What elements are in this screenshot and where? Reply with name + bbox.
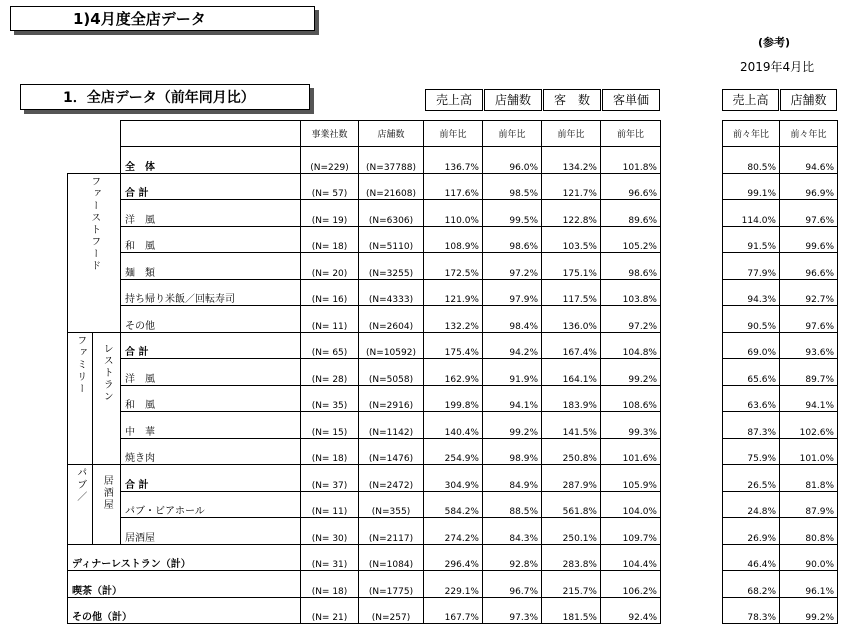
row-label: 居酒屋: [121, 518, 301, 545]
row-label: 麺 類: [121, 253, 301, 280]
header-customers: 客 数: [543, 89, 601, 111]
cell-ref-sales: 77.9%: [723, 253, 780, 280]
row-label: 合 計: [121, 173, 301, 200]
cell-companies: (N= 15): [301, 412, 359, 439]
cell-stores-yoy: 98.6%: [483, 226, 542, 253]
cell-sales-yoy: 199.8%: [424, 385, 483, 412]
table-row: [68, 385, 661, 412]
table-row: [723, 597, 838, 624]
table-row: [723, 306, 838, 333]
cell-customers-yoy: 215.7%: [542, 571, 601, 598]
cell-customers-yoy: 175.1%: [542, 253, 601, 280]
cell-companies: (N= 18): [301, 438, 359, 465]
header-unit-price: 客単価: [602, 89, 660, 111]
cell-stores-yoy: 98.4%: [483, 306, 542, 333]
cell-spend-yoy: 92.4%: [601, 597, 661, 624]
table-row: [723, 438, 838, 465]
cell-spend-yoy: 103.8%: [601, 279, 661, 306]
category-name: ファミリー: [74, 334, 86, 395]
cell-ref-stores: 94.6%: [780, 147, 838, 174]
table-row: [68, 438, 661, 465]
table-row: [68, 544, 661, 571]
cell-spend-yoy: 101.6%: [601, 438, 661, 465]
cell-stores: (N=1476): [359, 438, 424, 465]
cell-customers-yoy: 183.9%: [542, 385, 601, 412]
section-title: 1．全店データ（前年同月比）: [20, 84, 310, 110]
cell-stores: (N=1084): [359, 544, 424, 571]
cell-ref-sales: 46.4%: [723, 544, 780, 571]
cell-sales-yoy: 121.9%: [424, 279, 483, 306]
cell-stores-yoy: 96.7%: [483, 571, 542, 598]
category-name: パブ／: [74, 467, 86, 503]
cell-ref-stores: 97.6%: [780, 200, 838, 227]
col-header-stores: 店舗数: [359, 121, 424, 147]
cell-stores-yoy: 96.0%: [483, 147, 542, 174]
cell-customers-yoy: 164.1%: [542, 359, 601, 386]
category-label: [68, 332, 93, 465]
cell-companies: (N= 57): [301, 173, 359, 200]
cell-stores: (N=4333): [359, 279, 424, 306]
cell-stores-yoy: 84.3%: [483, 518, 542, 545]
table-row: [68, 465, 661, 492]
cell-ref-stores: 96.6%: [780, 253, 838, 280]
cell-stores: (N=2916): [359, 385, 424, 412]
cell-companies: (N= 37): [301, 465, 359, 492]
cell-stores: (N=21608): [359, 173, 424, 200]
row-label: 洋 風: [121, 200, 301, 227]
row-spacer: [68, 147, 121, 174]
table-row: [68, 279, 661, 306]
cell-sales-yoy: 110.0%: [424, 200, 483, 227]
cell-spend-yoy: 105.2%: [601, 226, 661, 253]
cell-stores: (N=37788): [359, 147, 424, 174]
cell-ref-stores: 90.0%: [780, 544, 838, 571]
col-header-spend-yoy: 前年比: [601, 121, 661, 147]
cell-spend-yoy: 104.0%: [601, 491, 661, 518]
cell-ref-sales: 63.6%: [723, 385, 780, 412]
cell-ref-sales: 26.5%: [723, 465, 780, 492]
cell-customers-yoy: 181.5%: [542, 597, 601, 624]
reference-data-table: [722, 120, 838, 624]
table-row: [723, 226, 838, 253]
row-label: ディナーレストラン（計）: [68, 544, 301, 571]
cell-spend-yoy: 99.3%: [601, 412, 661, 439]
table-row: [723, 465, 838, 492]
reference-label: (参考): [758, 36, 791, 49]
cell-ref-sales: 68.2%: [723, 571, 780, 598]
cell-ref-stores: 101.0%: [780, 438, 838, 465]
cell-customers-yoy: 141.5%: [542, 412, 601, 439]
cell-stores-yoy: 98.5%: [483, 173, 542, 200]
cell-ref-sales: 24.8%: [723, 491, 780, 518]
cell-ref-stores: 96.1%: [780, 571, 838, 598]
row-label: その他: [121, 306, 301, 333]
table-row: [68, 147, 661, 174]
table-row: [68, 518, 661, 545]
cell-stores: (N=2604): [359, 306, 424, 333]
cell-spend-yoy: 101.8%: [601, 147, 661, 174]
cell-spend-yoy: 97.2%: [601, 306, 661, 333]
cell-ref-sales: 75.9%: [723, 438, 780, 465]
cell-stores: (N=3255): [359, 253, 424, 280]
cell-sales-yoy: 108.9%: [424, 226, 483, 253]
cell-ref-sales: 87.3%: [723, 412, 780, 439]
cell-companies: (N= 35): [301, 385, 359, 412]
table-row: [723, 332, 838, 359]
table-row: [723, 173, 838, 200]
cell-ref-sales: 90.5%: [723, 306, 780, 333]
row-label: 焼き肉: [121, 438, 301, 465]
row-label: その他（計）: [68, 597, 301, 624]
cell-stores-yoy: 91.9%: [483, 359, 542, 386]
cell-stores-yoy: 97.2%: [483, 253, 542, 280]
cell-stores-yoy: 97.3%: [483, 597, 542, 624]
table-row: [723, 571, 838, 598]
cell-customers-yoy: 117.5%: [542, 279, 601, 306]
cell-stores-yoy: 98.9%: [483, 438, 542, 465]
subcategory-label: [93, 332, 121, 465]
cell-ref-sales: 69.0%: [723, 332, 780, 359]
cell-ref-stores: 92.7%: [780, 279, 838, 306]
row-label: 和 風: [121, 385, 301, 412]
cell-ref-sales: 78.3%: [723, 597, 780, 624]
table-row: [68, 332, 661, 359]
table-row: [68, 597, 661, 624]
cell-stores-yoy: 88.5%: [483, 491, 542, 518]
date-label: 2019年4月比: [740, 60, 815, 74]
row-label: 合 計: [121, 332, 301, 359]
cell-ref-stores: 94.1%: [780, 385, 838, 412]
cell-customers-yoy: 287.9%: [542, 465, 601, 492]
row-label: 持ち帰り米飯／回転寿司: [121, 279, 301, 306]
cell-companies: (N= 16): [301, 279, 359, 306]
header-sales: 売上高: [425, 89, 483, 111]
main-data-table: [67, 120, 661, 624]
cell-ref-stores: 96.9%: [780, 173, 838, 200]
cell-customers-yoy: 103.5%: [542, 226, 601, 253]
cell-sales-yoy: 162.9%: [424, 359, 483, 386]
subcategory-label: [93, 465, 121, 545]
cell-sales-yoy: 175.4%: [424, 332, 483, 359]
cell-ref-stores: 81.8%: [780, 465, 838, 492]
table-row: [723, 412, 838, 439]
cell-stores-yoy: 92.8%: [483, 544, 542, 571]
table-row: [68, 226, 661, 253]
cell-ref-sales: 91.5%: [723, 226, 780, 253]
table-row: [723, 544, 838, 571]
cell-ref-sales: 94.3%: [723, 279, 780, 306]
table-row: [723, 491, 838, 518]
cell-stores-yoy: 84.9%: [483, 465, 542, 492]
cell-companies: (N= 18): [301, 226, 359, 253]
cell-ref-sales: 65.6%: [723, 359, 780, 386]
row-label: 全 体: [121, 147, 301, 174]
cell-stores: (N=1142): [359, 412, 424, 439]
cell-sales-yoy: 254.9%: [424, 438, 483, 465]
cell-stores: (N=355): [359, 491, 424, 518]
col-header-customers-yoy: 前年比: [542, 121, 601, 147]
cell-sales-yoy: 172.5%: [424, 253, 483, 280]
cell-spend-yoy: 109.7%: [601, 518, 661, 545]
cell-companies: (N= 21): [301, 597, 359, 624]
table-row: [68, 571, 661, 598]
col-header-sales-yoy: 前年比: [424, 121, 483, 147]
table-row: [723, 279, 838, 306]
cell-customers-yoy: 250.8%: [542, 438, 601, 465]
cell-stores-yoy: 97.9%: [483, 279, 542, 306]
row-label: 喫茶（計）: [68, 571, 301, 598]
cell-sales-yoy: 167.7%: [424, 597, 483, 624]
cell-ref-sales: 99.1%: [723, 173, 780, 200]
cell-spend-yoy: 96.6%: [601, 173, 661, 200]
table-row: [68, 306, 661, 333]
ref-header-store-count: 店舗数: [780, 89, 837, 111]
table-row: [723, 385, 838, 412]
cell-ref-sales: 114.0%: [723, 200, 780, 227]
cell-sales-yoy: 304.9%: [424, 465, 483, 492]
category-label: [68, 173, 121, 332]
table-row: [723, 518, 838, 545]
cell-companies: (N= 28): [301, 359, 359, 386]
col-header-stores-yoy: 前年比: [483, 121, 542, 147]
cell-sales-yoy: 229.1%: [424, 571, 483, 598]
cell-sales-yoy: 296.4%: [424, 544, 483, 571]
cell-companies: (N= 11): [301, 491, 359, 518]
cell-companies: (N= 20): [301, 253, 359, 280]
cell-companies: (N= 19): [301, 200, 359, 227]
table-row: [68, 200, 661, 227]
cell-customers-yoy: 283.8%: [542, 544, 601, 571]
category-label: [68, 465, 93, 545]
cell-stores-yoy: 94.2%: [483, 332, 542, 359]
cell-spend-yoy: 89.6%: [601, 200, 661, 227]
row-label: 合 計: [121, 465, 301, 492]
row-label: 洋 風: [121, 359, 301, 386]
cell-stores: (N=10592): [359, 332, 424, 359]
cell-ref-sales: 80.5%: [723, 147, 780, 174]
table-row: [68, 412, 661, 439]
page-title: 1)4月度全店データ: [10, 6, 315, 31]
table-row: [723, 359, 838, 386]
cell-customers-yoy: 136.0%: [542, 306, 601, 333]
cell-spend-yoy: 104.4%: [601, 544, 661, 571]
cell-sales-yoy: 584.2%: [424, 491, 483, 518]
cell-spend-yoy: 99.2%: [601, 359, 661, 386]
cell-customers-yoy: 121.7%: [542, 173, 601, 200]
cell-ref-sales: 26.9%: [723, 518, 780, 545]
cell-sales-yoy: 117.6%: [424, 173, 483, 200]
cell-ref-stores: 89.7%: [780, 359, 838, 386]
table-row: [723, 147, 838, 174]
cell-stores: (N=5110): [359, 226, 424, 253]
cell-spend-yoy: 98.6%: [601, 253, 661, 280]
row-label: パブ・ビアホール: [121, 491, 301, 518]
cell-customers-yoy: 561.8%: [542, 491, 601, 518]
ref-col-header-sales: 前々年比: [723, 121, 780, 147]
cell-ref-stores: 87.9%: [780, 491, 838, 518]
ref-col-header-stores: 前々年比: [780, 121, 838, 147]
cell-stores: (N=6306): [359, 200, 424, 227]
cell-stores-yoy: 94.1%: [483, 385, 542, 412]
cell-companies: (N= 30): [301, 518, 359, 545]
cell-customers-yoy: 167.4%: [542, 332, 601, 359]
cell-stores-yoy: 99.5%: [483, 200, 542, 227]
cell-spend-yoy: 104.8%: [601, 332, 661, 359]
cell-companies: (N= 11): [301, 306, 359, 333]
cell-stores: (N=5058): [359, 359, 424, 386]
cell-stores: (N=2117): [359, 518, 424, 545]
cell-sales-yoy: 132.2%: [424, 306, 483, 333]
cell-ref-stores: 102.6%: [780, 412, 838, 439]
cell-companies: (N=229): [301, 147, 359, 174]
subcategory-name: 居酒屋: [101, 475, 113, 511]
table-row: [68, 491, 661, 518]
row-label: 和 風: [121, 226, 301, 253]
cell-sales-yoy: 274.2%: [424, 518, 483, 545]
cell-companies: (N= 31): [301, 544, 359, 571]
cell-sales-yoy: 140.4%: [424, 412, 483, 439]
cell-ref-stores: 97.6%: [780, 306, 838, 333]
cell-spend-yoy: 108.6%: [601, 385, 661, 412]
row-label: 中 華: [121, 412, 301, 439]
table-row: [68, 173, 661, 200]
table-row: [68, 359, 661, 386]
cell-customers-yoy: 122.8%: [542, 200, 601, 227]
subcategory-name: レストラン: [101, 342, 113, 403]
cell-stores: (N=257): [359, 597, 424, 624]
table-row: [68, 253, 661, 280]
cell-spend-yoy: 106.2%: [601, 571, 661, 598]
col-header-companies: 事業社数: [301, 121, 359, 147]
cell-spend-yoy: 105.9%: [601, 465, 661, 492]
cell-stores-yoy: 99.2%: [483, 412, 542, 439]
header-store-count: 店舗数: [484, 89, 542, 111]
cell-ref-stores: 99.6%: [780, 226, 838, 253]
cell-sales-yoy: 136.7%: [424, 147, 483, 174]
table-row: [723, 253, 838, 280]
ref-header-sales: 売上高: [722, 89, 779, 111]
cell-stores: (N=2472): [359, 465, 424, 492]
table-row: [723, 200, 838, 227]
cell-ref-stores: 93.6%: [780, 332, 838, 359]
category-name: ファーストフード: [88, 175, 100, 272]
cell-ref-stores: 99.2%: [780, 597, 838, 624]
cell-companies: (N= 18): [301, 571, 359, 598]
cell-companies: (N= 65): [301, 332, 359, 359]
cell-stores: (N=1775): [359, 571, 424, 598]
cell-customers-yoy: 134.2%: [542, 147, 601, 174]
cell-customers-yoy: 250.1%: [542, 518, 601, 545]
cell-ref-stores: 80.8%: [780, 518, 838, 545]
